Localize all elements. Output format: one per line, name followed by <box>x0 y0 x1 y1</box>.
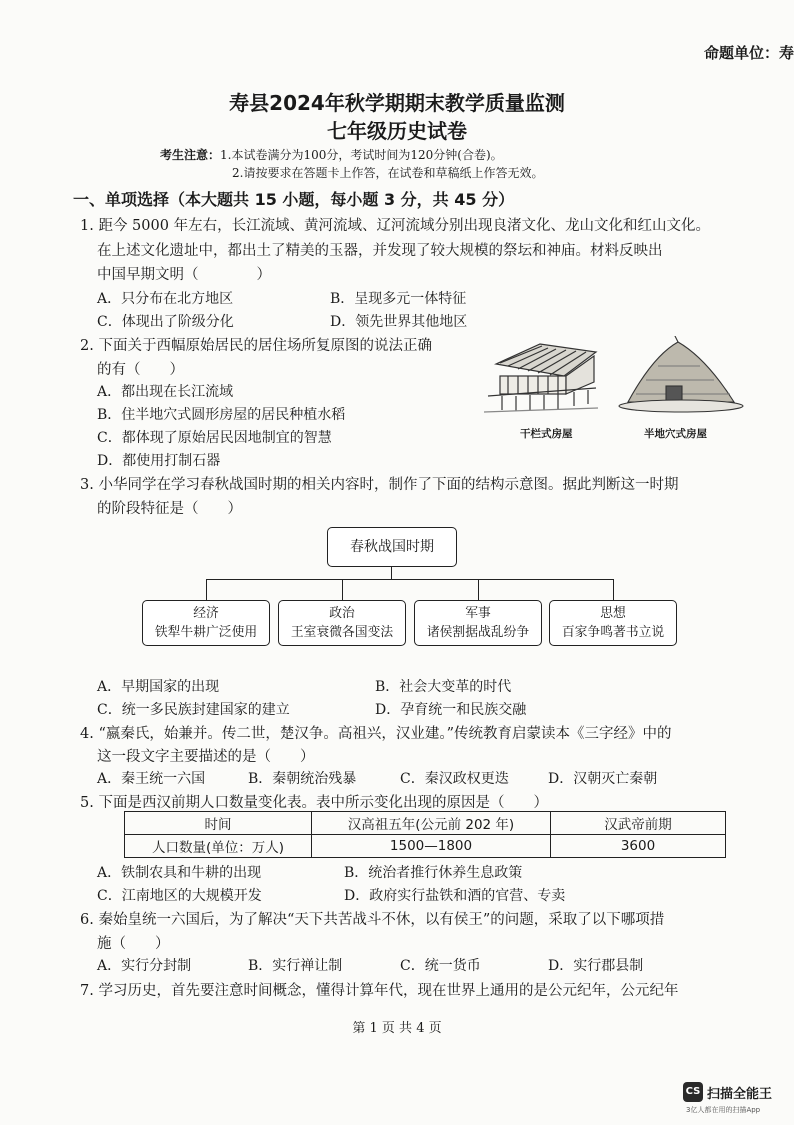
q4-line-1: 4. “嬴秦氏，始兼并。传二世，楚汉争。高祖兴，汉业建。”传统教育启蒙读本《三字经》中的 <box>80 726 672 742</box>
q5-option-a: A．铁制农具和牛耕的出现 <box>97 865 262 881</box>
q6-line-1: 6. 秦始皇统一六国后，为了解决“天下共苦战斗不休，以有侯王”的问题，采取了以下哪项措 <box>80 912 665 928</box>
table-header-cell: 时间 <box>125 812 312 835</box>
diagram-connector <box>206 579 207 600</box>
q3-line-2: 的阶段特征是（ ） <box>97 501 242 517</box>
box-text: 铁犁牛耕广泛使用 <box>154 625 258 640</box>
diagram-connector <box>613 579 614 600</box>
diagram-root-box: 春秋战国时期 <box>327 527 457 567</box>
q5-line-1: 5. 下面是西汉前期人口数量变化表。表中所示变化出现的原因是（ ） <box>80 795 548 811</box>
q2-option-a: A．都出现在长江流域 <box>97 384 234 400</box>
q1-option-d: D．领先世界其他地区 <box>330 314 468 330</box>
q4-option-d: D．汉朝灭亡秦朝 <box>548 771 658 787</box>
pit-house-icon <box>619 336 743 412</box>
notice-line-2: 2.请按要求在答题卡上作答，在试卷和草稿纸上作答无效。 <box>232 166 544 180</box>
q1-option-a: A．只分布在北方地区 <box>97 291 234 307</box>
cs-logo-icon: CS <box>683 1082 703 1102</box>
table-cell: 3600 <box>551 835 726 858</box>
q4-option-b: B．秦朝统治残暴 <box>248 771 357 787</box>
q6-option-b: B．实行禅让制 <box>248 958 343 974</box>
q3-option-d: D．孕育统一和民族交融 <box>375 702 527 718</box>
table-header-cell: 汉武帝前期 <box>551 812 726 835</box>
table-header-cell: 汉高祖五年(公元前 202 年) <box>312 812 551 835</box>
q6-option-c: C．统一货币 <box>400 958 481 974</box>
q2-option-b: B．住半地穴式圆形房屋的居民种植水稻 <box>97 407 346 423</box>
box-heading: 思想 <box>600 606 626 621</box>
q3-option-a: A．早期国家的出现 <box>97 679 220 695</box>
q3-option-c: C．统一多民族封建国家的建立 <box>97 702 290 718</box>
candidate-notice <box>160 146 543 182</box>
q6-option-a: A．实行分封制 <box>97 958 192 974</box>
box-text: 王室衰微各国变法 <box>290 625 394 640</box>
q1-line-3: 中国早期文明（ ） <box>97 267 271 283</box>
diagram-connector <box>391 566 392 580</box>
q2-option-d: D．都使用打制石器 <box>97 453 221 469</box>
diagram-connector <box>206 579 614 580</box>
diagram-military-box <box>414 600 542 646</box>
box-heading: 政治 <box>329 606 355 621</box>
scanner-app-name: 扫描全能王 <box>707 1087 773 1102</box>
q1-line-2: 在上述文化遗址中，都出土了精美的玉器，并发现了较大规模的祭坛和神庙。材料反映出 <box>97 243 663 259</box>
q5-option-c: C．江南地区的大规模开发 <box>97 888 262 904</box>
diagram-connector <box>478 579 479 600</box>
population-table <box>124 811 726 858</box>
stilt-house-caption: 干栏式房屋 <box>520 428 573 440</box>
exam-subtitle: 七年级历史试卷 <box>327 119 467 143</box>
box-text: 百家争鸣著书立说 <box>561 625 665 640</box>
q5-option-b: B．统治者推行休养生息政策 <box>344 865 523 881</box>
section-heading: 一、单项选择（本大题共 15 小题，每小题 3 分，共 45 分） <box>73 190 515 209</box>
table-row <box>125 812 726 835</box>
scanner-watermark <box>683 1082 793 1122</box>
box-heading: 军事 <box>465 606 491 621</box>
stilt-house-icon <box>484 344 598 412</box>
exam-title: 寿县2024年秋学期期末教学质量监测 <box>229 91 565 115</box>
table-row <box>125 835 726 858</box>
q1-option-c: C．体现出了阶级分化 <box>97 314 234 330</box>
diagram-economy-box <box>142 600 270 646</box>
q3-option-b: B．社会大变革的时代 <box>375 679 512 695</box>
diagram-connector <box>342 579 343 600</box>
scanner-tagline: 3亿人都在用的扫描App <box>686 1106 761 1114</box>
q3-line-1: 3. 小华同学在学习春秋战国时期的相关内容时，制作了下面的结构示意图。据此判断这一时期 <box>80 477 679 493</box>
q5-option-d: D．政府实行盐铁和酒的官营、专卖 <box>344 888 566 904</box>
notice-line-1: 1.本试卷满分为100分，考试时间为120分钟(合卷)。 <box>220 148 503 162</box>
q1-line-1: 1. 距今 5000 年左右，长江流域、黄河流域、辽河流域分别出现良渚文化、龙山文化和红山文化。 <box>80 218 711 234</box>
diagram-politics-box <box>278 600 406 646</box>
stilt-house-and-pit-house-drawing <box>478 336 748 426</box>
box-text: 诸侯割据战乱纷争 <box>426 625 530 640</box>
q2-option-c: C．都体现了原始居民因地制宜的智慧 <box>97 430 332 446</box>
issuing-unit: 命题单位：寿 <box>703 44 794 62</box>
q6-line-2: 施（ ） <box>97 936 170 952</box>
q6-option-d: D．实行郡县制 <box>548 958 644 974</box>
table-cell: 1500—1800 <box>312 835 551 858</box>
dwelling-illustrations <box>478 336 748 444</box>
q7-line-1: 7. 学习历史，首先要注意时间概念，懂得计算年代，现在世界上通用的是公元纪年，公元纪年 <box>80 983 679 999</box>
notice-label: 考生注意： <box>160 148 221 162</box>
q1-option-b: B．呈现多元一体特征 <box>330 291 467 307</box>
diagram-thought-box <box>549 600 677 646</box>
q2-line-2: 的有（ ） <box>97 362 184 378</box>
box-heading: 经济 <box>193 606 219 621</box>
page-number: 第 1 页 共 4 页 <box>352 1021 442 1036</box>
q4-option-c: C．秦汉政权更迭 <box>400 771 509 787</box>
q4-option-a: A．秦王统一六国 <box>97 771 206 787</box>
q2-line-1: 2. 下面关于西幅原始居民的居住场所复原图的说法正确 <box>80 338 432 354</box>
pit-house-caption: 半地穴式房屋 <box>644 428 707 440</box>
q4-line-2: 这一段文字主要描述的是（ ） <box>97 749 315 765</box>
table-cell: 人口数量(单位：万人) <box>125 835 312 858</box>
